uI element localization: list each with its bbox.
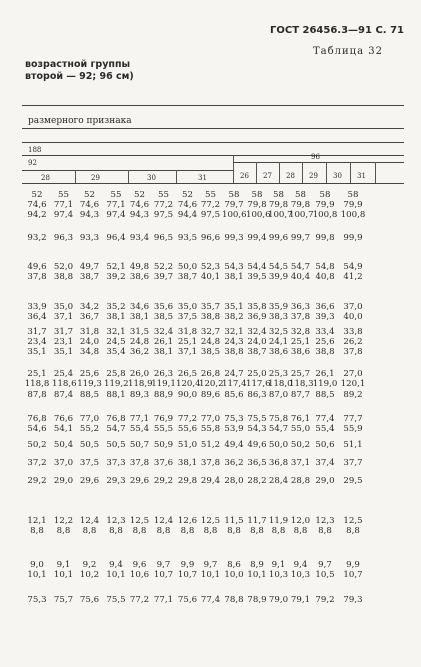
table-cell: 86,3: [247, 390, 267, 400]
table-cell: 34,6 38,1: [129, 302, 150, 323]
table-cell: 88,5: [315, 390, 335, 400]
table-cell: 99,3: [224, 233, 244, 243]
title-line-1: возрастной группы: [25, 59, 131, 70]
table-cell: 32,1 24,5 35,4: [106, 327, 126, 358]
column-separator: [326, 162, 327, 183]
table-cell: 8,9 10,1: [247, 560, 267, 581]
table-cell: 9,9 10,7: [343, 560, 363, 581]
table-cell: 49,6: [247, 440, 267, 450]
table-cell: 25,1 118,8: [24, 369, 50, 390]
table-cell: 87,7: [290, 390, 311, 400]
table-cell: 77,2 55,6: [177, 414, 198, 435]
table-cell: 32,4 24,0 38,7: [247, 327, 267, 358]
table-cell: 37,8: [129, 458, 150, 468]
table-cell: 87,0: [268, 390, 289, 400]
table-cell: 29,6: [129, 476, 150, 486]
table-cell: 78,9: [247, 595, 267, 605]
table-cell: 32,1 24,3 38,8: [224, 327, 244, 358]
table-cell: 12,4 8,8: [79, 516, 100, 537]
table-cell: 52 74,6 94,2: [27, 190, 47, 221]
table-cell: 55 77,1 97,4: [106, 190, 126, 221]
table-cell: 9,7 10,5: [315, 560, 335, 581]
table-cell: 54,4 39,5: [247, 262, 267, 283]
table-cell: 50,0 38,7: [177, 262, 198, 283]
table-cell: 24,7 117,4: [222, 369, 247, 390]
table-cell: 29,8: [177, 476, 198, 486]
table-cell: 32,5 24,1 38,6: [268, 327, 289, 358]
table-cell: 55 77,1 97,4: [53, 190, 74, 221]
column-separator: [128, 170, 129, 183]
table-cell: 52,1 39,2: [106, 262, 126, 283]
table-cell: 12,5 8,8: [129, 516, 150, 537]
table-cell: 9,7 10,7: [153, 560, 174, 581]
table-cell: 52,3 40,1: [200, 262, 221, 283]
table-cell: 25,4 118,6: [52, 369, 77, 390]
table-cell: 77,1: [153, 595, 174, 605]
table-cell: 32,8 25,1 38,6: [290, 327, 311, 358]
table-cell: 79,1: [290, 595, 311, 605]
table-cell: 58 79,9 100,8: [312, 190, 338, 221]
table-cell: 75,7: [53, 595, 74, 605]
table-cell: 35,0 37,1: [53, 302, 74, 323]
table-cell: 37,5: [79, 458, 100, 468]
table-cell: 12,3 8,8: [315, 516, 335, 537]
table-cell: 49,7 38,7: [79, 262, 100, 283]
table-cell: 90,0: [177, 390, 198, 400]
table-cell: 9,9 10,7: [177, 560, 198, 581]
table-cell: 26,5 120,4: [176, 369, 201, 390]
table-cell: 50,4: [53, 440, 74, 450]
table-cell: 96,5: [153, 233, 174, 243]
sub-column-header: 29: [309, 172, 318, 180]
table-cell: 49,6 37,8: [27, 262, 47, 283]
column-separator: [350, 162, 351, 183]
table-cell: 29,0: [53, 476, 74, 486]
table-cell: 29,6: [79, 476, 100, 486]
table-cell: 12,0 8,8: [290, 516, 311, 537]
table-cell: 9,4 10,1: [106, 560, 126, 581]
table-cell: 75,6: [79, 595, 100, 605]
table-cell: 36,5: [247, 458, 267, 468]
table-cell: 58 79,8 100,6: [246, 190, 271, 221]
table-cell: 35,9 38,3: [268, 302, 289, 323]
table-cell: 87,8: [27, 390, 47, 400]
table-cell: 12,6 8,8: [177, 516, 198, 537]
table-cell: 79,0: [268, 595, 289, 605]
table-cell: 75,8 54,7: [268, 414, 289, 435]
table-cell: 50,7: [129, 440, 150, 450]
sub-column-header: 28: [41, 174, 50, 182]
rule: [22, 155, 404, 156]
column-separator: [375, 162, 376, 183]
table-cell: 32,4 26,1 38,1: [153, 327, 174, 358]
table-cell: 9,0 10,1: [27, 560, 47, 581]
table-cell: 35,8 36,9: [247, 302, 267, 323]
table-cell: 37,6: [153, 458, 174, 468]
sub-column-header: 31: [198, 174, 207, 182]
table-cell: 52,2 39,7: [153, 262, 174, 283]
table-cell: 26,1 119,0: [312, 369, 338, 390]
table-cell: 11,5 8,8: [224, 516, 244, 537]
rule: [22, 142, 404, 143]
table-cell: 50,5: [106, 440, 126, 450]
table-cell: 31,8 25,1 37,1: [177, 327, 198, 358]
table-cell: 31,7 23,1 35,1: [53, 327, 74, 358]
table-cell: 9,7 10,1: [200, 560, 221, 581]
table-cell: 12,1 8,8: [27, 516, 47, 537]
group-92-label: 92: [28, 159, 37, 167]
table-cell: 29,2: [27, 476, 47, 486]
table-cell: 54,3 38,1: [224, 262, 244, 283]
table-cell: 51,2: [200, 440, 221, 450]
table-cell: 54,5 39,9: [268, 262, 289, 283]
table-cell: 37,4: [315, 458, 335, 468]
sub-column-header: 30: [333, 172, 342, 180]
rule: [22, 105, 404, 106]
table-cell: 37,0: [53, 458, 74, 468]
table-cell: 75,6: [177, 595, 198, 605]
table-cell: 32,7 24,8 38,5: [200, 327, 221, 358]
table-cell: 11,7 8,8: [247, 516, 267, 537]
table-cell: 37,7: [343, 458, 363, 468]
column-separator: [75, 170, 76, 183]
table-cell: 37,8: [200, 458, 221, 468]
table-cell: 28,4: [268, 476, 289, 486]
table-cell: 52 74,6 94,3: [129, 190, 150, 221]
feature-label: размерного признака: [28, 116, 132, 126]
table-cell: 36,6 39,3: [315, 302, 335, 323]
column-separator: [256, 162, 257, 183]
table-cell: 89,3: [129, 390, 150, 400]
table-cell: 25,6 119,3: [77, 369, 102, 390]
table-cell: 77,1 55,4: [129, 414, 150, 435]
table-cell: 25,3 118,0: [268, 369, 293, 390]
header-bottom-rule: [22, 183, 404, 184]
table-cell: 25,7 118,3: [289, 369, 314, 390]
table-label: Таблица 32: [313, 46, 383, 57]
table-cell: 35,2 38,1: [106, 302, 126, 323]
table-cell: 29,5: [343, 476, 363, 486]
table-cell: 25,0 117,6: [246, 369, 271, 390]
table-cell: 50,9: [153, 440, 174, 450]
table-cell: 37,2: [27, 458, 47, 468]
table-cell: 54,7 40,4: [290, 262, 311, 283]
table-cell: 29,4: [200, 476, 221, 486]
standard-reference: ГОСТ 26456.3—91 С. 71: [270, 25, 404, 36]
table-cell: 31,7 23,4 35,1: [27, 327, 47, 358]
table-cell: 33,9 36,4: [27, 302, 47, 323]
column-separator: [302, 162, 303, 183]
table-cell: 76,1 55,0: [290, 414, 311, 435]
title-line-2: второй — 92; 96 см): [25, 71, 134, 82]
table-cell: 58 79,8 100,7: [289, 190, 314, 221]
table-cell: 37,3: [106, 458, 126, 468]
table-cell: 26,0 118,9: [128, 369, 153, 390]
table-cell: 87,4: [53, 390, 74, 400]
table-cell: 77,4 55,4: [315, 414, 335, 435]
table-cell: 79,2: [315, 595, 335, 605]
table-cell: 12,4 8,8: [153, 516, 174, 537]
table-cell: 28,2: [247, 476, 267, 486]
table-cell: 50,2: [290, 440, 311, 450]
table-cell: 52,0 38,8: [53, 262, 74, 283]
table-cell: 26,3 119,1: [151, 369, 176, 390]
table-cell: 77,0 55,8: [200, 414, 221, 435]
table-cell: 93,5: [177, 233, 198, 243]
sub-column-header: 31: [357, 172, 366, 180]
table-cell: 55 77,2 97,5: [200, 190, 221, 221]
table-cell: 52 74,6 94,4: [177, 190, 198, 221]
table-cell: 77,4: [200, 595, 221, 605]
sub-column-header: 28: [286, 172, 295, 180]
table-cell: 38,1: [177, 458, 198, 468]
table-cell: 35,1 38,2: [224, 302, 244, 323]
table-cell: 88,1: [106, 390, 126, 400]
table-cell: 50,6: [315, 440, 335, 450]
table-cell: 88,5: [79, 390, 100, 400]
table-cell: 29,3: [106, 476, 126, 486]
table-cell: 11,9 8,8: [268, 516, 289, 537]
table-cell: 77,0 55,2: [79, 414, 100, 435]
table-cell: 58 79,7 100,6: [222, 190, 247, 221]
table-cell: 77,7 55,9: [343, 414, 363, 435]
table-cell: 76,8 54,7: [106, 414, 126, 435]
table-cell: 96,3: [53, 233, 74, 243]
rule: [233, 162, 404, 163]
table-cell: 36,3 37,8: [290, 302, 311, 323]
table-cell: 79,3: [343, 595, 363, 605]
table-cell: 89,2: [343, 390, 363, 400]
table-cell: 58 79,9 100,8: [340, 190, 366, 221]
table-cell: 96,4: [106, 233, 126, 243]
table-cell: 54,9 41,2: [343, 262, 363, 283]
table-cell: 78,8: [224, 595, 244, 605]
rule: [22, 128, 404, 129]
column-separator: [233, 170, 234, 183]
table-cell: 88,9: [153, 390, 174, 400]
table-cell: 51,1: [343, 440, 363, 450]
table-cell: 96,6: [200, 233, 221, 243]
table-cell: 85,6: [224, 390, 244, 400]
table-cell: 76,8 54,6: [27, 414, 47, 435]
column-separator: [279, 162, 280, 183]
table-cell: 99,9: [343, 233, 363, 243]
table-cell: 89,6: [200, 390, 221, 400]
sub-column-header: 30: [147, 174, 156, 182]
table-cell: 35,7 38,8: [200, 302, 221, 323]
table-cell: 50,5: [79, 440, 100, 450]
table-cell: 9,6 10,6: [129, 560, 150, 581]
table-cell: 75,5: [106, 595, 126, 605]
sub-column-header: 26: [240, 172, 249, 180]
table-cell: 34,2 36,7: [79, 302, 100, 323]
table-cell: 37,1: [290, 458, 311, 468]
table-cell: 76,6 54,1: [53, 414, 74, 435]
group-96-label: 96: [311, 153, 320, 161]
table-cell: 37,0 40,0: [343, 302, 363, 323]
table-cell: 99,6: [268, 233, 289, 243]
column-separator: [176, 170, 177, 183]
sub-column-header: 29: [91, 174, 100, 182]
column-separator: [233, 155, 234, 170]
table-cell: 52 74,6 94,3: [79, 190, 100, 221]
table-cell: 29,2: [153, 476, 174, 486]
table-cell: 9,4 10,3: [290, 560, 311, 581]
table-cell: 26,8 120,2: [199, 369, 224, 390]
table-cell: 27,0 120,1: [340, 369, 366, 390]
table-cell: 28,8: [290, 476, 311, 486]
table-cell: 9,1 10,1: [53, 560, 74, 581]
table-cell: 58 79,8 100,7: [268, 190, 293, 221]
table-cell: 76,9 55,5: [153, 414, 174, 435]
group-188-label: 188: [28, 146, 42, 154]
table-cell: 31,5 24,8 36,2: [129, 327, 150, 358]
table-cell: 25,8 119,2: [104, 369, 129, 390]
table-cell: 99,7: [290, 233, 311, 243]
table-cell: 99,4: [247, 233, 267, 243]
table-cell: 75,3 53,9: [224, 414, 244, 435]
table-cell: 8,6 10,0: [224, 560, 244, 581]
table-cell: 9,1 10,3: [268, 560, 289, 581]
table-cell: 50,0: [268, 440, 289, 450]
table-cell: 49,8 38,6: [129, 262, 150, 283]
table-cell: 33,8 26,2 37,8: [343, 327, 363, 358]
table-cell: 93,4: [129, 233, 150, 243]
table-cell: 35,6 38,5: [153, 302, 174, 323]
table-cell: 75,3: [27, 595, 47, 605]
table-cell: 35,0 37,5: [177, 302, 198, 323]
table-cell: 93,3: [79, 233, 100, 243]
table-cell: 33,4 25,6 38,8: [315, 327, 335, 358]
table-cell: 12,5 8,8: [200, 516, 221, 537]
table-cell: 99,8: [315, 233, 335, 243]
table-cell: 12,2 8,8: [53, 516, 74, 537]
table-cell: 55 77,2 97,5: [153, 190, 174, 221]
table-cell: 77,2: [129, 595, 150, 605]
table-cell: 49,4: [224, 440, 244, 450]
table-cell: 51,0: [177, 440, 198, 450]
sub-column-header: 27: [263, 172, 272, 180]
table-cell: 36,8: [268, 458, 289, 468]
table-cell: 12,3 8,8: [106, 516, 126, 537]
table-cell: 9,2 10,2: [79, 560, 100, 581]
table-cell: 31,8 24,0 34,8: [79, 327, 100, 358]
table-cell: 50,2: [27, 440, 47, 450]
table-cell: 29,0: [315, 476, 335, 486]
table-cell: 75,5 54,3: [247, 414, 267, 435]
table-cell: 36,2: [224, 458, 244, 468]
table-cell: 28,0: [224, 476, 244, 486]
table-cell: 54,8 40,8: [315, 262, 335, 283]
table-cell: 12,5 8,8: [343, 516, 363, 537]
table-cell: 93,2: [27, 233, 47, 243]
